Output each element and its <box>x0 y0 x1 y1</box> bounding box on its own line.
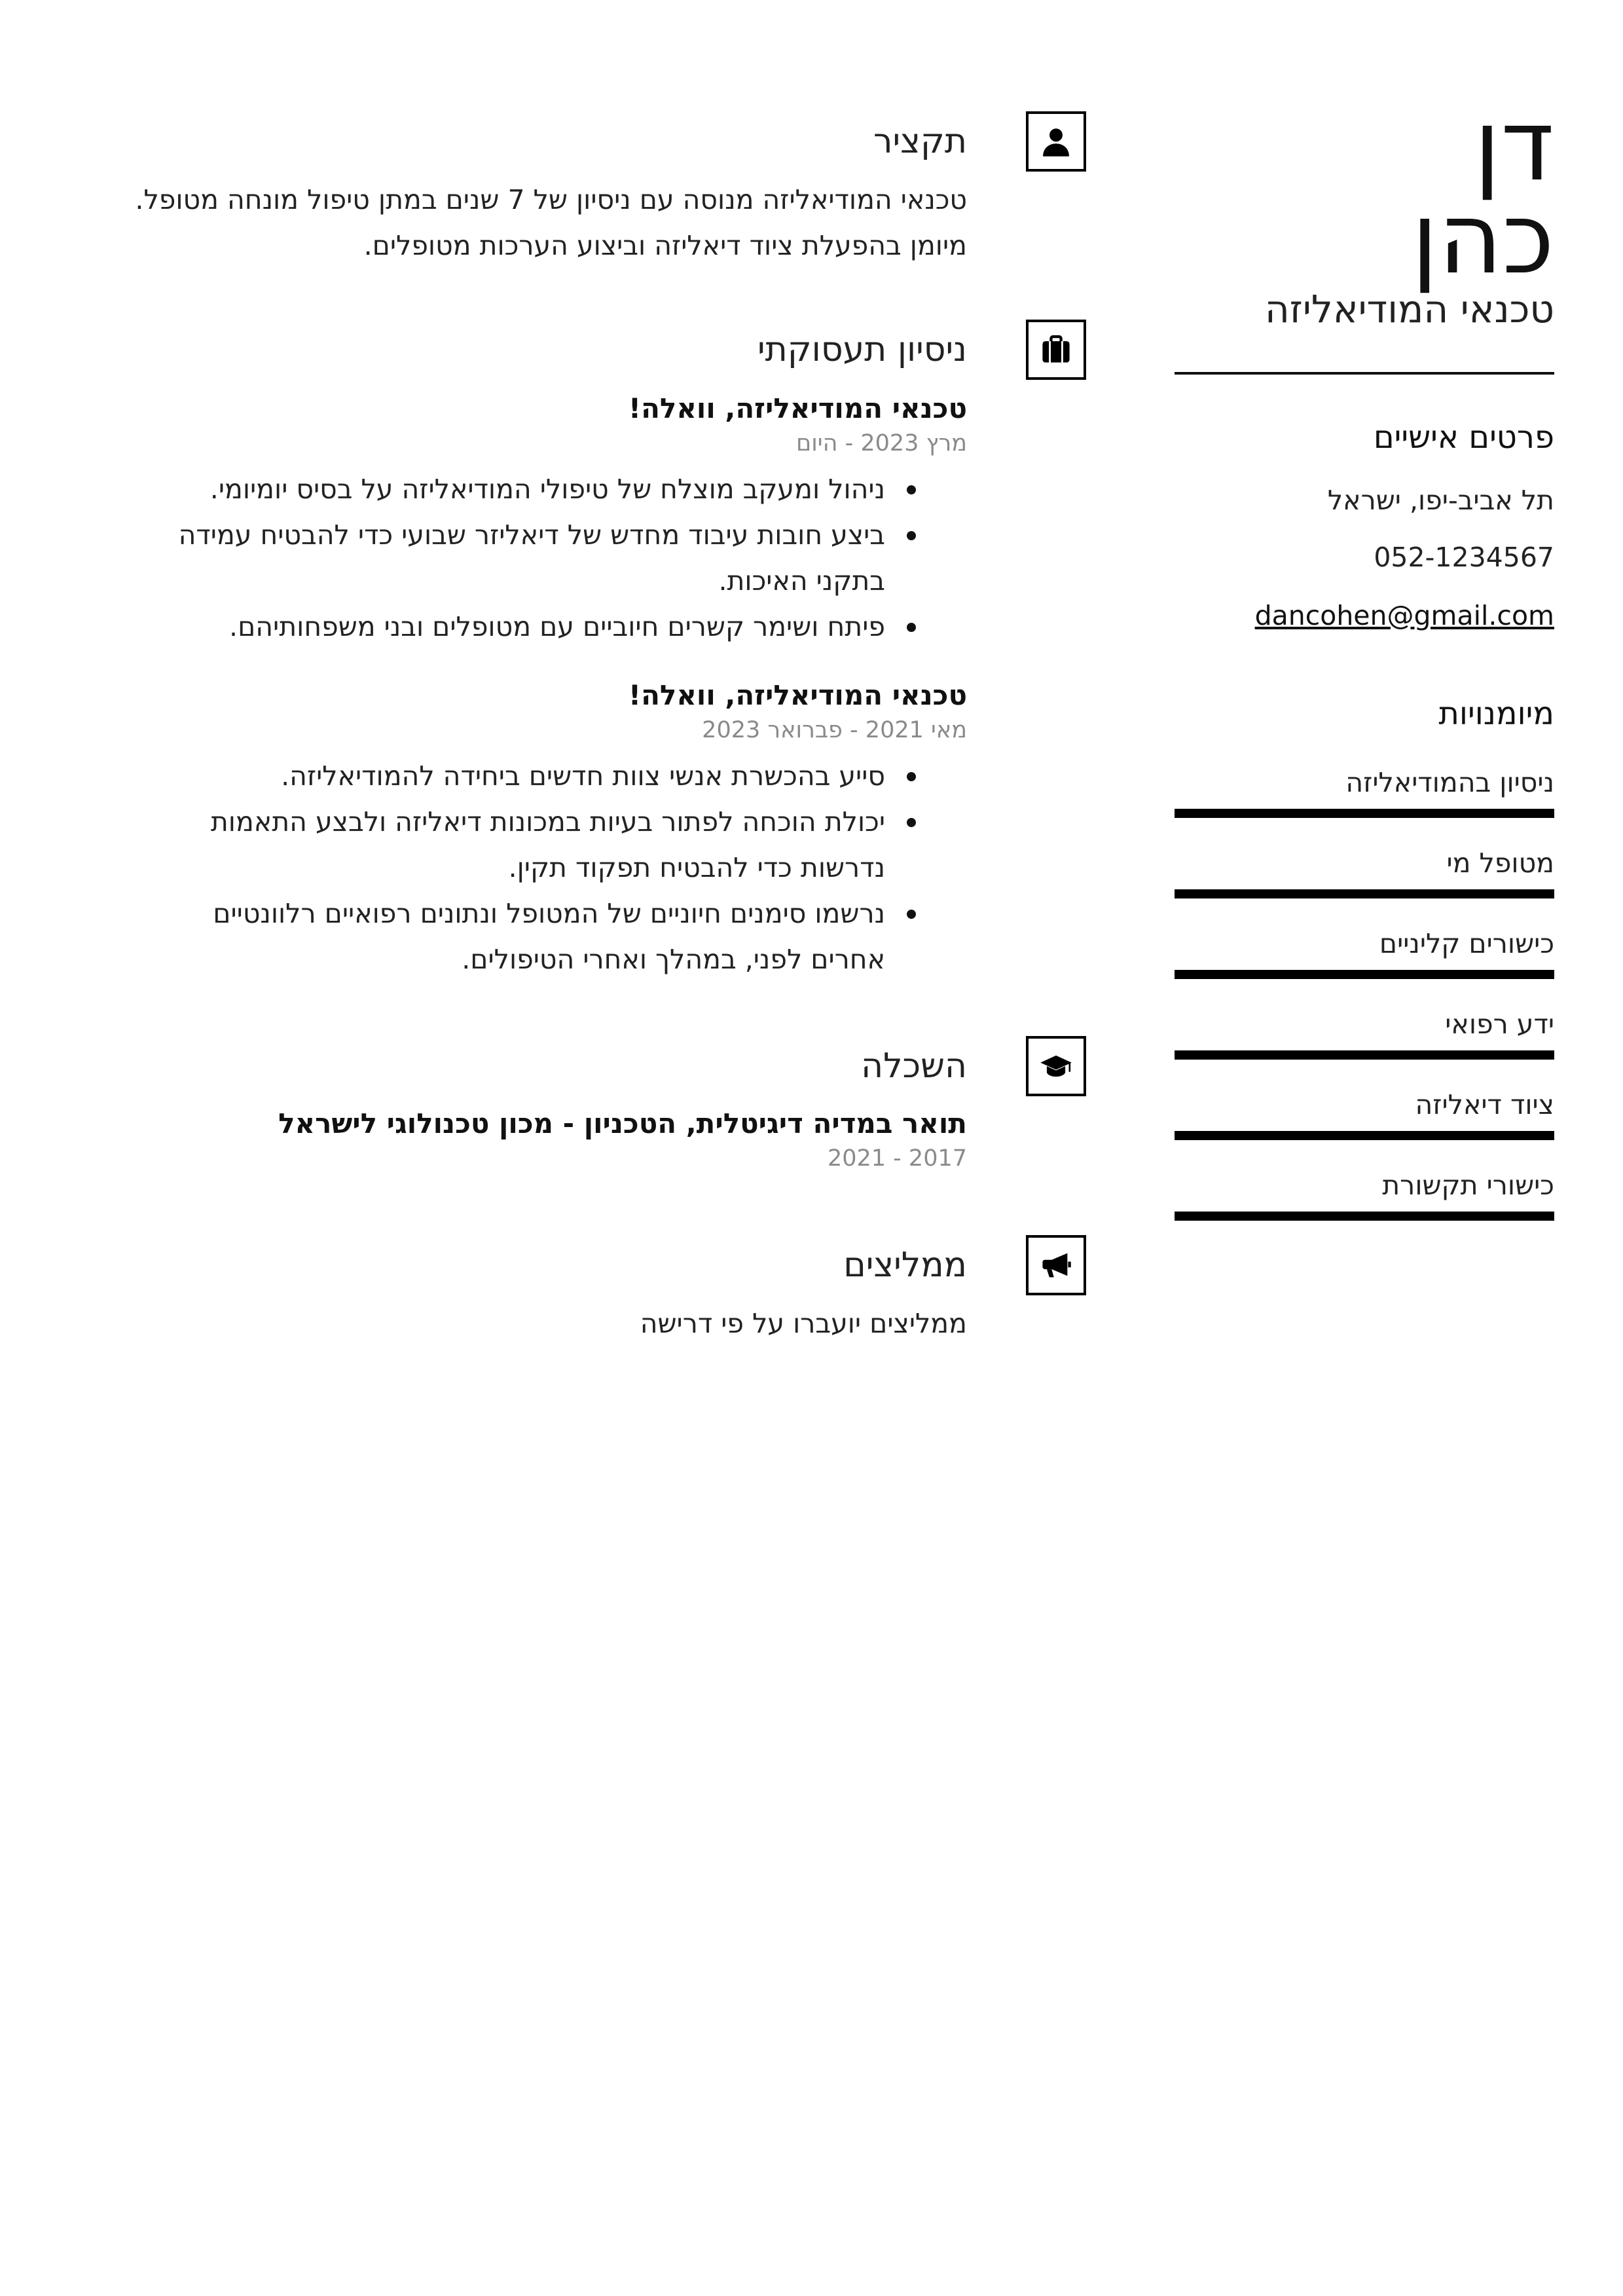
location: תל אביב-יפו, ישראל <box>1327 485 1554 516</box>
bullet-text: ביצע חובות עיבוד מחדש של דיאליזר שבועי כדי להבטיח עמידה <box>178 519 885 551</box>
references-heading: ממליצים <box>843 1246 967 1285</box>
skill-item <box>1175 924 1554 979</box>
experience-heading: ניסיון תעסוקתי <box>757 330 967 369</box>
list-item <box>116 891 967 982</box>
bullet-text: אחרים לפני, במהלך ואחרי הטיפולים. <box>462 944 885 975</box>
summary-text <box>116 177 967 268</box>
skill-label: ציוד דיאליזה <box>1415 1089 1554 1120</box>
skill-item <box>1175 1085 1554 1140</box>
skill-level-bar <box>1175 809 1554 818</box>
list-item <box>116 799 967 891</box>
bullet-text: ניהול ומעקב מוצלח של טיפולי המודיאליזה על בסיס יומיומי. <box>210 473 885 505</box>
skill-level-bar <box>1175 1050 1554 1060</box>
job-title: טכנאי המודיאליזה <box>1264 287 1554 331</box>
email-line <box>1175 596 1554 635</box>
summary-line: טכנאי המודיאליזה מנוסה עם ניסיון של 7 שנים במתן טיפול מונחה מטופל. <box>135 184 967 215</box>
skill-level-bar <box>1175 1131 1554 1140</box>
skill-item <box>1175 1005 1554 1060</box>
megaphone-icon <box>1026 1235 1086 1295</box>
personal-details-heading: פרטים אישיים <box>1373 419 1554 456</box>
email-link[interactable]: dancohen@gmail.com <box>1254 600 1554 631</box>
skill-label: ידע רפואי <box>1445 1009 1554 1040</box>
bullet-text: סייע בהכשרת אנשי צוות חדשים ביחידה להמודיאליזה. <box>281 760 885 792</box>
sidebar-divider <box>1175 372 1554 375</box>
references-line: ממליצים יועברו על פי דרישה <box>640 1308 967 1339</box>
references-text <box>116 1301 967 1346</box>
education-dates: 2017 - 2021 <box>827 1145 967 1172</box>
skill-level-bar <box>1175 889 1554 898</box>
list-item <box>116 604 967 650</box>
skills-heading: מיומנויות <box>1438 695 1554 732</box>
job-dates-2: מאי 2021 - פברואר 2023 <box>702 717 967 743</box>
graduation-cap-icon <box>1026 1036 1086 1096</box>
education-heading: השכלה <box>861 1046 967 1086</box>
summary-heading: תקציר <box>873 122 967 161</box>
list-item <box>116 512 967 604</box>
bullet-text: יכולת הוכחה לפתור בעיות במכונות דיאליזה ולבצע התאמות <box>210 806 885 838</box>
bullet-text: נדרשות כדי להבטיח תפקוד תקין. <box>508 852 885 883</box>
job-bullets-2 <box>116 753 967 982</box>
job-bullets-1 <box>116 466 967 650</box>
bullet-text: פיתח ושימר קשרים חיוביים עם מטופלים ובני משפחותיהם. <box>229 611 885 642</box>
education-degree: תואר במדיה דיגיטלית, הטכניון - מכון טכנולוגי לישראל <box>278 1107 967 1139</box>
skill-label: מטופל מי <box>1446 847 1554 879</box>
skill-level-bar <box>1175 1212 1554 1221</box>
skill-label: כישורי תקשורת <box>1382 1170 1554 1201</box>
user-icon <box>1026 111 1086 172</box>
skill-label: ניסיון בהמודיאליזה <box>1345 767 1554 798</box>
job-title-1: טכנאי המודיאליזה, וואלה! <box>628 392 967 424</box>
list-item <box>116 753 967 799</box>
briefcase-icon <box>1026 320 1086 380</box>
first-name: דן <box>1474 89 1554 203</box>
skill-item <box>1175 763 1554 818</box>
last-name: כהן <box>1411 182 1554 296</box>
list-item <box>116 466 967 512</box>
skill-item <box>1175 843 1554 898</box>
job-dates-1: מרץ 2023 - היום <box>796 430 967 456</box>
summary-line: מיומן בהפעלת ציוד דיאליזה וביצוע הערכות מטופלים. <box>363 230 967 261</box>
skill-item <box>1175 1166 1554 1221</box>
job-title-2: טכנאי המודיאליזה, וואלה! <box>628 679 967 711</box>
phone: 052-1234567 <box>1374 542 1554 573</box>
skill-level-bar <box>1175 970 1554 979</box>
skill-label: כישורים קליניים <box>1379 928 1554 959</box>
bullet-text: נרשמו סימנים חיוניים של המטופל ונתונים רפואיים רלוונטיים <box>213 898 885 929</box>
bullet-text: בתקני האיכות. <box>718 565 885 597</box>
